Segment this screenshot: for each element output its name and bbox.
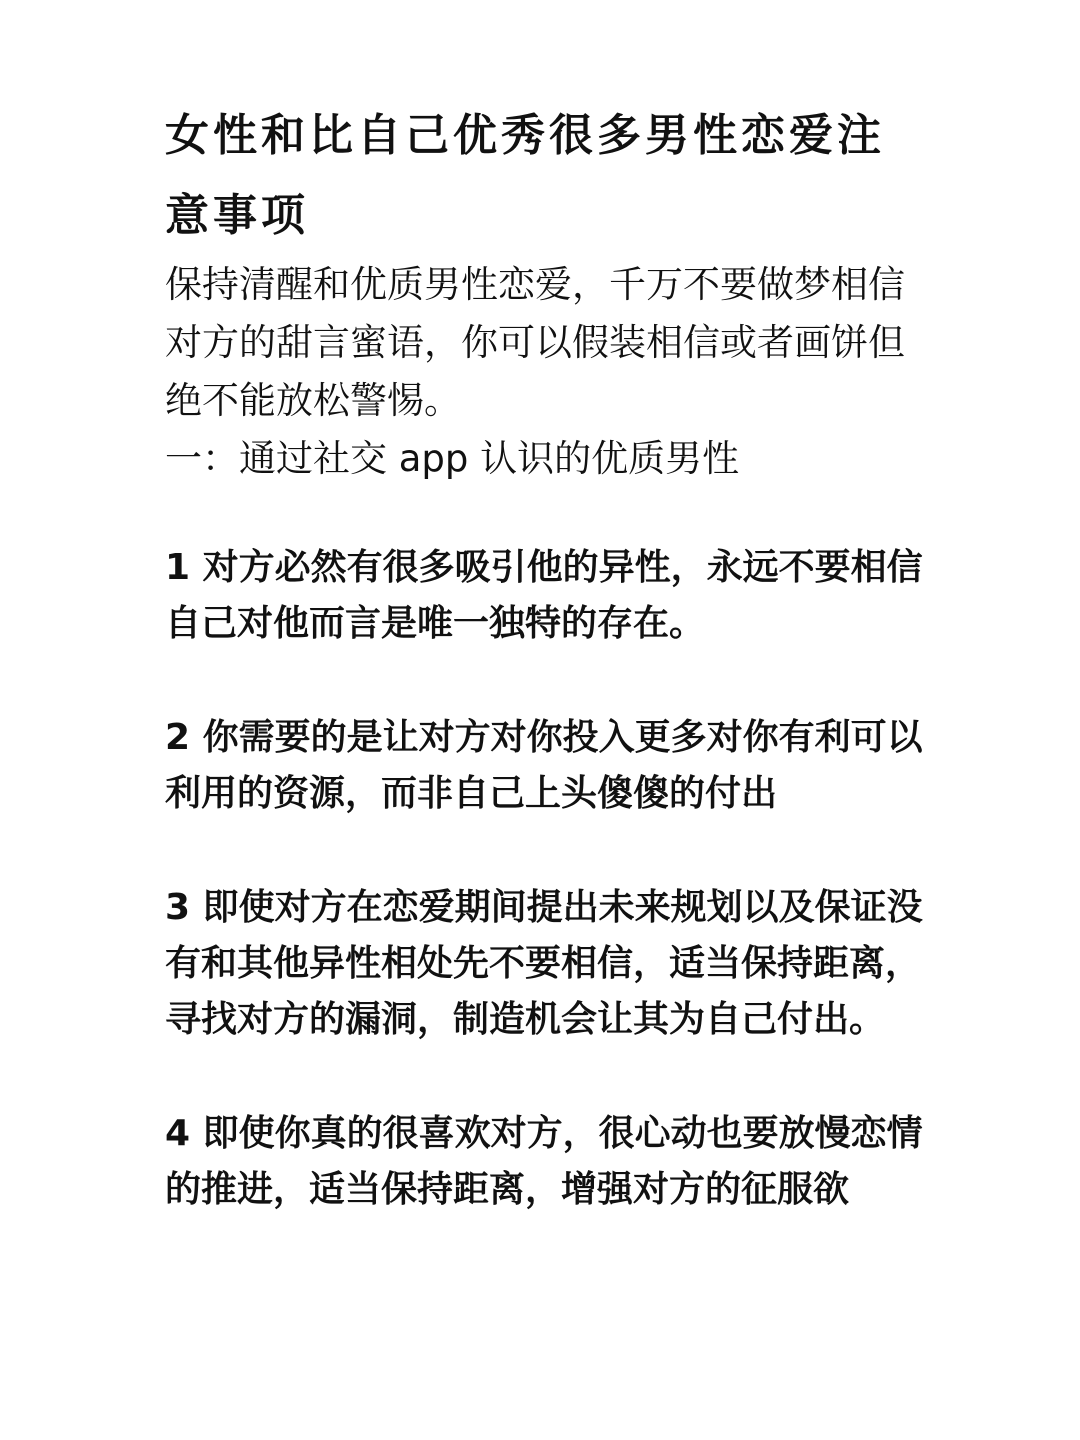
list-item: 1 对方必然有很多吸引他的异性，永远不要相信自己对他而言是唯一独特的存在。 (165, 547, 923, 644)
section-heading: 一：通过社交 app 认识的优质男性 (165, 437, 740, 480)
document-title: 女性和比自己优秀很多男性恋爱注意事项 (165, 110, 885, 241)
intro-paragraph: 保持清醒和优质男性恋爱，千万不要做梦相信对方的甜言蜜语，你可以假装相信或者画饼但绝不能放松警惕。 (165, 263, 905, 422)
points-list (165, 540, 925, 1218)
list-item: 3 即使对方在恋爱期间提出未来规划以及保证没有和其他异性相处先不要相信，适当保持距离，寻找对方的漏洞，制造机会让其为自己付出。 (165, 887, 923, 1040)
list-item: 2 你需要的是让对方对你投入更多对你有利可以利用的资源，而非自己上头傻傻的付出 (165, 717, 923, 814)
list-item: 4 即使你真的很喜欢对方，很心动也要放慢恋情的推进，适当保持距离，增强对方的征服欲 (165, 1113, 923, 1210)
document-page (165, 96, 925, 1276)
